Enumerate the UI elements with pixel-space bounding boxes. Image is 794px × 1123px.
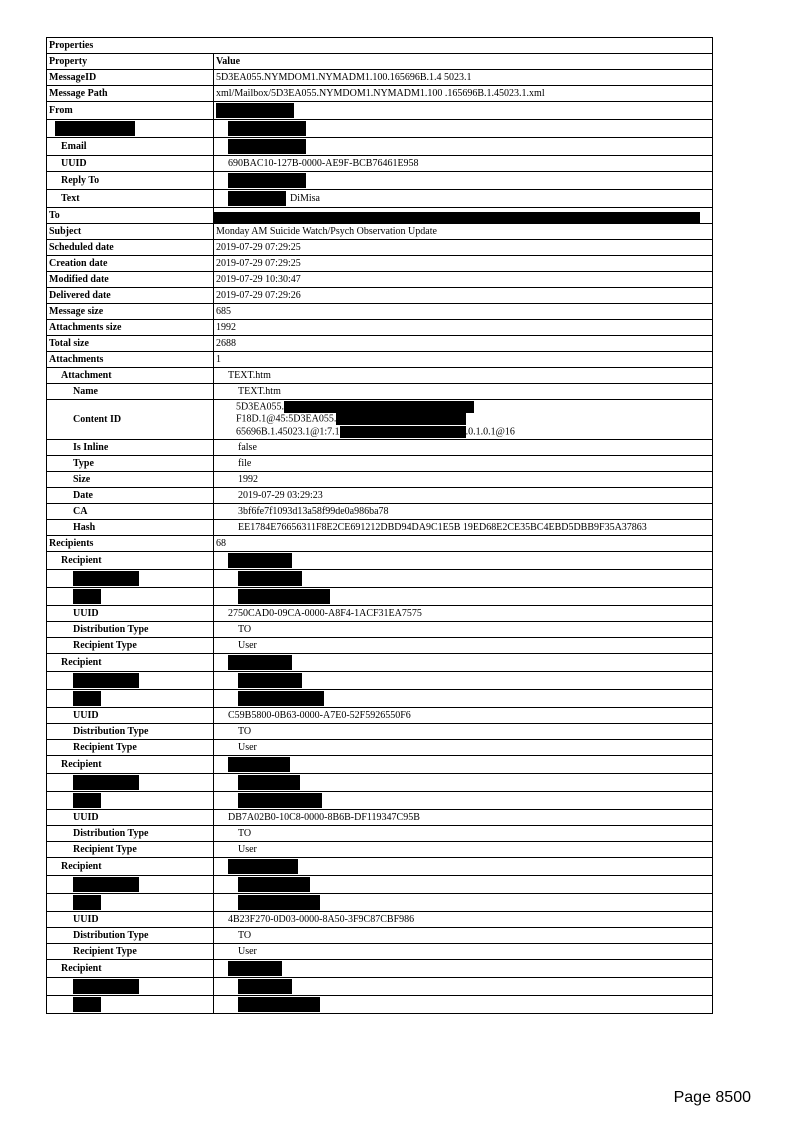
property-label: Type xyxy=(73,457,94,469)
redaction-block xyxy=(340,426,466,438)
property-label: Message Path xyxy=(49,88,108,99)
table-row xyxy=(47,809,713,825)
property-label: Recipient Type xyxy=(73,843,137,855)
property-label: Reply To xyxy=(61,175,100,186)
property-cell xyxy=(47,927,214,943)
value-cell xyxy=(214,256,713,272)
property-value: 2019-07-29 07:29:25 xyxy=(216,258,301,269)
property-label: Recipient xyxy=(61,554,102,566)
property-cell xyxy=(47,723,214,739)
property-value: User xyxy=(238,945,257,957)
table-row xyxy=(47,739,713,755)
property-label: Attachments size xyxy=(49,322,122,333)
property-cell xyxy=(47,471,214,487)
property-value: DiMisa xyxy=(290,192,320,204)
table-row xyxy=(47,791,713,809)
table-row xyxy=(47,256,713,272)
value-cell xyxy=(214,70,713,86)
table-row xyxy=(47,224,713,240)
table-row xyxy=(47,352,713,368)
property-cell xyxy=(47,809,214,825)
property-cell xyxy=(47,256,214,272)
table-row xyxy=(47,927,713,943)
table-row xyxy=(47,70,713,86)
property-cell xyxy=(47,172,214,190)
property-cell xyxy=(47,120,214,138)
property-value: TO xyxy=(238,725,252,737)
value-cell xyxy=(214,455,713,471)
property-cell xyxy=(47,825,214,841)
value-cell xyxy=(214,569,713,587)
property-value: 68 xyxy=(216,537,226,549)
redaction-block xyxy=(336,413,466,425)
property-cell xyxy=(47,621,214,637)
redaction-block xyxy=(73,793,101,808)
table-row xyxy=(47,707,713,723)
property-cell xyxy=(47,911,214,927)
property-cell xyxy=(47,400,214,440)
property-label: Recipient xyxy=(61,656,102,668)
table-row xyxy=(47,156,713,172)
property-value: 2019-07-29 10:30:47 xyxy=(216,274,301,285)
redaction-block xyxy=(216,103,294,118)
property-cell xyxy=(47,707,214,723)
property-cell xyxy=(47,519,214,535)
redaction-block xyxy=(238,775,300,790)
property-cell xyxy=(47,995,214,1013)
property-value: TO xyxy=(238,623,252,635)
property-label: UUID xyxy=(73,913,99,925)
property-cell xyxy=(47,288,214,304)
property-value: 690BAC10-127B-0000-AE9F-BCB76461E958 xyxy=(228,158,419,169)
property-cell xyxy=(47,439,214,455)
property-label: From xyxy=(49,105,73,116)
property-label: Distribution Type xyxy=(73,929,149,941)
property-cell xyxy=(47,320,214,336)
property-value: User xyxy=(238,741,257,753)
value-cell xyxy=(214,240,713,256)
properties-table xyxy=(46,37,713,1014)
redaction-block xyxy=(73,673,139,688)
header-value: Value xyxy=(214,54,713,70)
property-label: Email xyxy=(61,141,87,152)
value-cell xyxy=(214,927,713,943)
value-cell xyxy=(214,791,713,809)
property-cell xyxy=(47,739,214,755)
property-label: Distribution Type xyxy=(73,623,149,635)
value-cell xyxy=(214,739,713,755)
property-cell xyxy=(47,773,214,791)
property-value: User xyxy=(238,843,257,855)
value-cell xyxy=(214,809,713,825)
value-cell xyxy=(214,959,713,977)
table-row xyxy=(47,911,713,927)
property-cell xyxy=(47,503,214,519)
content-id-line xyxy=(236,401,710,413)
value-cell xyxy=(214,755,713,773)
property-value: 2019-07-29 03:29:23 xyxy=(238,489,323,501)
property-cell xyxy=(47,791,214,809)
value-cell xyxy=(214,224,713,240)
property-value: 1 xyxy=(216,354,221,365)
value-cell xyxy=(214,893,713,911)
value-cell xyxy=(214,977,713,995)
table-row xyxy=(47,86,713,102)
value-cell xyxy=(214,208,713,224)
table-row xyxy=(47,439,713,455)
table-row xyxy=(47,943,713,959)
property-cell xyxy=(47,671,214,689)
property-cell xyxy=(47,272,214,288)
redaction-block xyxy=(238,571,302,586)
redaction-block xyxy=(228,757,290,772)
value-cell xyxy=(214,653,713,671)
header-property: Property xyxy=(47,54,214,70)
property-value: TEXT.htm xyxy=(238,386,281,397)
table-row xyxy=(47,272,713,288)
redaction-block xyxy=(228,173,306,188)
property-label: Attachments xyxy=(49,354,104,365)
property-cell xyxy=(47,86,214,102)
redaction-block xyxy=(73,877,139,892)
table-row xyxy=(47,336,713,352)
value-cell xyxy=(214,605,713,621)
redaction-block xyxy=(73,997,101,1012)
value-cell xyxy=(214,352,713,368)
value-cell xyxy=(214,487,713,503)
property-value: 3bf6fe7f1093d13a58f99de0a986ba78 xyxy=(238,505,389,517)
value-cell xyxy=(214,320,713,336)
value-cell xyxy=(214,190,713,208)
table-title-row xyxy=(47,38,713,54)
redaction-block xyxy=(73,571,139,586)
value-cell xyxy=(214,707,713,723)
redaction-block xyxy=(73,979,139,994)
property-cell xyxy=(47,102,214,120)
table-row xyxy=(47,995,713,1013)
property-label: Delivered date xyxy=(49,290,111,301)
redaction-block xyxy=(238,979,292,994)
property-label: Content ID xyxy=(73,413,122,425)
property-cell xyxy=(47,689,214,707)
page-number: Page 8500 xyxy=(673,1089,751,1106)
redaction-block xyxy=(238,997,320,1012)
content-id-text: 5D3EA055. xyxy=(236,401,285,413)
property-value: Monday AM Suicide Watch/Psych Observation Update xyxy=(216,226,437,237)
property-label: Recipient Type xyxy=(73,639,137,651)
property-cell xyxy=(47,336,214,352)
redaction-block xyxy=(238,793,322,808)
property-cell xyxy=(47,156,214,172)
property-value: 4B23F270-0D03-0000-8A50-3F9C87CBF986 xyxy=(228,913,415,925)
property-cell xyxy=(47,637,214,653)
value-cell xyxy=(214,689,713,707)
property-cell xyxy=(47,352,214,368)
property-cell xyxy=(47,304,214,320)
property-cell xyxy=(47,368,214,384)
property-label: Total size xyxy=(49,338,89,349)
table-row xyxy=(47,384,713,400)
table-row xyxy=(47,519,713,535)
value-cell xyxy=(214,841,713,857)
table-row xyxy=(47,240,713,256)
table-row xyxy=(47,959,713,977)
property-cell xyxy=(47,455,214,471)
value-cell xyxy=(214,368,713,384)
property-cell xyxy=(47,893,214,911)
value-cell xyxy=(214,288,713,304)
property-value: 685 xyxy=(216,306,231,317)
property-label: Creation date xyxy=(49,258,108,269)
redaction-block xyxy=(238,673,302,688)
property-value: TO xyxy=(238,827,252,839)
table-row xyxy=(47,723,713,739)
property-cell xyxy=(47,240,214,256)
property-label: Scheduled date xyxy=(49,242,114,253)
value-cell xyxy=(214,138,713,156)
value-cell xyxy=(214,120,713,138)
value-cell xyxy=(214,875,713,893)
value-cell xyxy=(214,943,713,959)
property-cell xyxy=(47,841,214,857)
value-cell xyxy=(214,439,713,455)
property-cell xyxy=(47,208,214,224)
value-cell xyxy=(214,519,713,535)
property-value: C59B5800-0B63-0000-A7E0-52F5926550F6 xyxy=(228,709,411,721)
value-cell xyxy=(214,471,713,487)
table-row xyxy=(47,487,713,503)
property-value: DB7A02B0-10C8-0000-8B6B-DF119347C95B xyxy=(228,811,420,823)
table-row xyxy=(47,190,713,208)
property-label: Recipient xyxy=(61,962,102,974)
property-value: false xyxy=(238,441,257,453)
value-cell xyxy=(214,400,713,440)
redaction-block xyxy=(73,589,101,604)
value-cell xyxy=(214,156,713,172)
redaction-block xyxy=(228,191,286,206)
table-row xyxy=(47,857,713,875)
value-cell xyxy=(214,637,713,653)
table-row xyxy=(47,689,713,707)
property-cell xyxy=(47,857,214,875)
table-row xyxy=(47,288,713,304)
redaction-block xyxy=(228,121,306,136)
table-row xyxy=(47,304,713,320)
property-value: file xyxy=(238,457,252,469)
property-label: Distribution Type xyxy=(73,827,149,839)
redaction-block xyxy=(228,139,306,154)
property-label: MessageID xyxy=(49,72,97,83)
value-cell xyxy=(214,857,713,875)
property-label: Name xyxy=(73,386,98,397)
property-value: TEXT.htm xyxy=(228,370,271,381)
table-row xyxy=(47,755,713,773)
property-label: Date xyxy=(73,489,93,501)
content-id-text: F18D.1@45:5D3EA055. xyxy=(236,413,337,425)
redaction-block xyxy=(238,589,330,604)
property-label: Size xyxy=(73,473,91,485)
property-label: Message size xyxy=(49,306,104,317)
property-value: 2019-07-29 07:29:26 xyxy=(216,290,301,301)
table-row xyxy=(47,653,713,671)
value-cell xyxy=(214,671,713,689)
value-cell xyxy=(214,336,713,352)
property-cell xyxy=(47,977,214,995)
redaction-block xyxy=(238,895,320,910)
table-row xyxy=(47,875,713,893)
property-value: 1992 xyxy=(216,322,236,333)
content-id-line xyxy=(236,426,710,438)
property-value: User xyxy=(238,639,257,651)
property-cell xyxy=(47,755,214,773)
content-id-line xyxy=(236,413,710,425)
property-label: Recipients xyxy=(49,537,94,549)
value-cell xyxy=(214,723,713,739)
table-row xyxy=(47,320,713,336)
property-value: 5D3EA055.NYMDOM1.NYMADM1.100.165696B.1.4 5023.1 xyxy=(216,72,472,83)
table-row xyxy=(47,455,713,471)
value-cell xyxy=(214,825,713,841)
table-row xyxy=(47,102,713,120)
property-value: 2019-07-29 07:29:25 xyxy=(216,242,301,253)
property-value: 1992 xyxy=(238,473,258,485)
content-id-text: .0.1.0.1@16 xyxy=(465,425,515,437)
property-cell xyxy=(47,875,214,893)
redaction-block xyxy=(228,859,298,874)
property-label: UUID xyxy=(61,158,87,169)
property-label: Attachment xyxy=(61,370,112,381)
table-row xyxy=(47,138,713,156)
value-cell xyxy=(214,503,713,519)
value-cell xyxy=(214,272,713,288)
property-cell xyxy=(47,959,214,977)
redaction-block xyxy=(228,961,282,976)
redaction-block xyxy=(214,212,700,224)
table-row xyxy=(47,172,713,190)
content-id-text: 65696B.1.45023.1@1:7.1 xyxy=(236,425,340,437)
property-label: UUID xyxy=(73,709,99,721)
table-row xyxy=(47,208,713,224)
property-cell xyxy=(47,190,214,208)
property-label: Recipient xyxy=(61,758,102,770)
redaction-block xyxy=(228,553,292,568)
property-label: Hash xyxy=(73,521,96,533)
property-cell xyxy=(47,224,214,240)
table-row xyxy=(47,893,713,911)
property-cell xyxy=(47,487,214,503)
property-label: CA xyxy=(73,505,88,517)
table-row xyxy=(47,825,713,841)
redaction-block xyxy=(73,775,139,790)
table-row xyxy=(47,471,713,487)
property-label: To xyxy=(49,210,60,221)
table-row xyxy=(47,400,713,440)
table-row xyxy=(47,503,713,519)
redaction-block xyxy=(238,877,310,892)
redaction-block xyxy=(228,655,292,670)
table-row xyxy=(47,569,713,587)
property-label: UUID xyxy=(73,811,99,823)
table-row xyxy=(47,773,713,791)
table-row xyxy=(47,587,713,605)
property-cell xyxy=(47,605,214,621)
value-cell xyxy=(214,172,713,190)
value-cell xyxy=(214,102,713,120)
property-cell xyxy=(47,138,214,156)
property-value: 2688 xyxy=(216,338,236,349)
table-row xyxy=(47,637,713,653)
property-label: Modified date xyxy=(49,274,109,285)
property-cell xyxy=(47,653,214,671)
property-value: 2750CAD0-09CA-0000-A8F4-1ACF31EA7575 xyxy=(228,607,422,619)
property-cell xyxy=(47,535,214,551)
value-cell xyxy=(214,535,713,551)
table-row xyxy=(47,621,713,637)
property-value: EE1784E76656311F8E2CE691212DBD94DA9C1E5B 19ED68E2CE35BC4EBD5DBB9F35A37863 xyxy=(238,521,647,533)
property-cell xyxy=(47,569,214,587)
table-row xyxy=(47,841,713,857)
property-cell xyxy=(47,943,214,959)
redaction-block xyxy=(73,691,101,706)
value-cell xyxy=(214,551,713,569)
value-cell xyxy=(214,773,713,791)
table-title: Properties xyxy=(47,38,713,54)
property-value: TO xyxy=(238,929,252,941)
redaction-block xyxy=(73,895,101,910)
value-cell xyxy=(214,86,713,102)
property-label: Recipient Type xyxy=(73,741,137,753)
property-cell xyxy=(47,587,214,605)
table-header-row xyxy=(47,54,713,70)
property-label: Distribution Type xyxy=(73,725,149,737)
property-cell xyxy=(47,384,214,400)
value-cell xyxy=(214,587,713,605)
property-label: Recipient Type xyxy=(73,945,137,957)
value-cell xyxy=(214,911,713,927)
redaction-block xyxy=(284,401,474,413)
table-row xyxy=(47,977,713,995)
value-cell xyxy=(214,995,713,1013)
table-row xyxy=(47,120,713,138)
value-cell xyxy=(214,384,713,400)
property-label: UUID xyxy=(73,607,99,619)
redaction-block xyxy=(55,121,135,136)
table-row xyxy=(47,551,713,569)
table-row xyxy=(47,671,713,689)
property-cell xyxy=(47,551,214,569)
property-cell xyxy=(47,70,214,86)
property-label: Text xyxy=(61,193,80,204)
property-label: Subject xyxy=(49,226,82,237)
table-row xyxy=(47,535,713,551)
property-label: Is Inline xyxy=(73,441,109,453)
value-cell xyxy=(214,304,713,320)
table-row xyxy=(47,605,713,621)
property-value: xml/Mailbox/5D3EA055.NYMDOM1.NYMADM1.100 .165696B.1.45023.1.xml xyxy=(216,88,545,99)
redaction-block xyxy=(238,691,324,706)
property-label: Recipient xyxy=(61,860,102,872)
value-cell xyxy=(214,621,713,637)
table-row xyxy=(47,368,713,384)
